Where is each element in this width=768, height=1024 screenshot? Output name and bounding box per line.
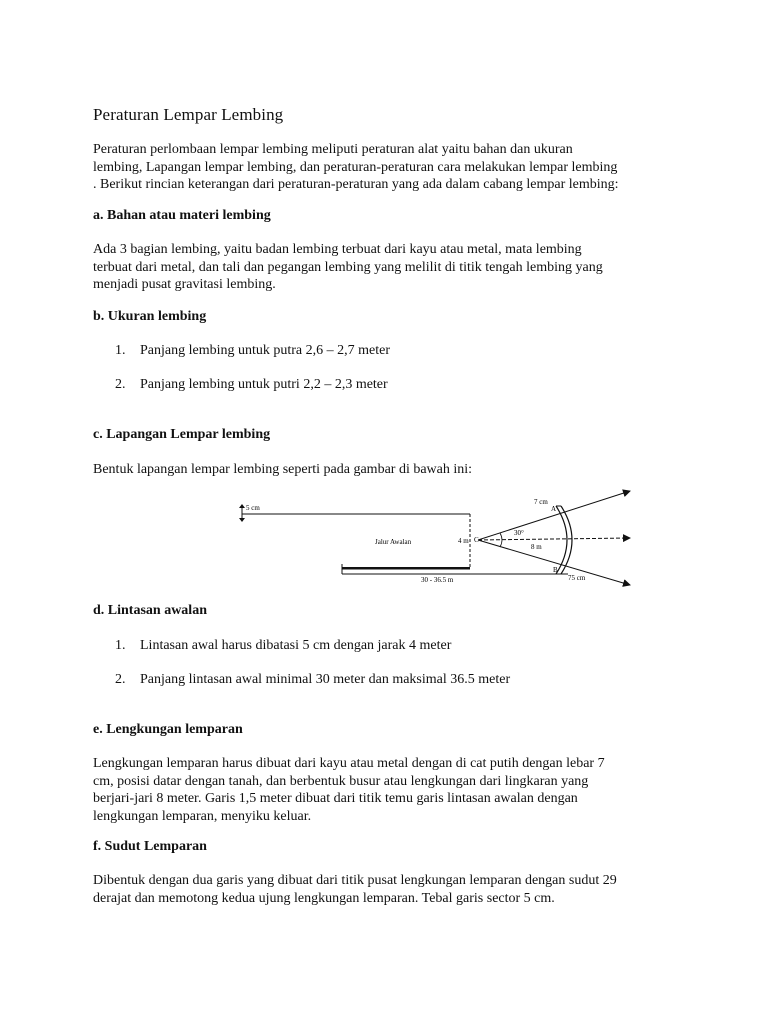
label-c: C	[474, 536, 479, 544]
section-b-heading: b. Ukuran lembing	[93, 309, 207, 324]
label-a: A	[551, 505, 557, 513]
section-c-paragraph: Bentuk lapangan lempar lembing seperti pada gambar di bawah ini:	[93, 462, 473, 477]
section-f-paragraph	[93, 872, 678, 907]
sector-center-line	[478, 538, 630, 540]
list-number: 1.	[115, 638, 126, 653]
intro-line: Peraturan perlombaan lempar lembing meliputi peraturan alat yaitu bahan dan ukuran	[93, 142, 573, 157]
section-a-paragraph	[93, 241, 678, 294]
label-4m: 4 m	[458, 537, 469, 545]
section-f-line: derajat dan memotong kedua ujung lengkungan lemparan. Tebal garis sector 5 cm.	[93, 890, 555, 906]
label-75cm: 75 cm	[568, 574, 586, 582]
section-d-heading: d. Lintasan awalan	[93, 603, 207, 618]
section-f-line: Dibentuk dengan dua garis yang dibuat dari titik pusat lengkungan lemparan dengan sudut 29	[93, 873, 617, 888]
label-8m: 8 m	[531, 543, 542, 551]
label-b: B	[553, 566, 558, 574]
intro-line: lembing, Lapangan lempar lembing, dan peraturan-peraturan cara melakukan lempar lembing	[93, 159, 618, 175]
list-number: 2.	[115, 672, 126, 687]
list-item	[115, 342, 390, 359]
section-c-heading: c. Lapangan Lempar lembing	[93, 427, 271, 442]
section-e-line: cm, posisi datar dengan tanah, dan berbentuk busur atau lengkungan dari lingkaran yang	[93, 773, 589, 789]
section-e-heading: e. Lengkungan lemparan	[93, 722, 243, 737]
list-text: Panjang lembing untuk putri 2,2 – 2,3 meter	[140, 377, 388, 392]
arrowhead-down	[239, 518, 245, 522]
label-angle: 30°	[514, 529, 524, 537]
list-text: Lintasan awal harus dibatasi 5 cm dengan jarak 4 meter	[140, 638, 452, 653]
label-length: 30 - 36.5 m	[421, 576, 454, 584]
runway-bottom-thick	[342, 567, 470, 569]
list-item	[115, 637, 451, 654]
section-e-paragraph	[93, 755, 678, 825]
label-jalur-awalan: Jalur Awalan	[375, 538, 412, 546]
intro-line: . Berikut rincian keterangan dari peraturan-peraturan yang ada dalam cabang lempar lembing:	[93, 177, 619, 192]
sector-line-lower	[478, 540, 630, 585]
list-text: Panjang lembing untuk putra 2,6 – 2,7 meter	[140, 343, 391, 358]
list-item	[115, 376, 388, 393]
section-a-line: menjadi pusat gravitasi lembing.	[93, 277, 276, 292]
section-e-line: lengkungan lemparan, menyiku keluar.	[93, 808, 312, 824]
angle-arc	[500, 533, 502, 547]
section-e-line: berjari-jari 8 meter. Garis 1,5 meter dibuat dari titik temu garis lintasan awalan dengan	[93, 791, 578, 806]
list-item	[115, 671, 510, 688]
section-a-line: Ada 3 bagian lembing, yaitu badan lembing terbuat dari kayu atau metal, mata lembing	[93, 242, 582, 257]
section-a-line: terbuat dari metal, dan tali dan pegangan lembing yang melilit di titik tengah lembing yang	[93, 259, 603, 275]
intro-paragraph	[93, 141, 678, 194]
javelin-field-diagram	[238, 488, 586, 588]
sector-line-upper	[478, 491, 630, 540]
section-f-heading: f. Sudut Lemparan	[93, 839, 207, 854]
list-number: 1.	[115, 343, 126, 358]
arrowhead-up	[239, 504, 245, 508]
document-title: Peraturan Lempar Lembing	[93, 105, 284, 124]
list-number: 2.	[115, 377, 126, 392]
section-e-line: Lengkungan lemparan harus dibuat dari kayu atau metal dengan di cat putih dengan lebar 7	[93, 756, 605, 771]
label-5cm: 5 cm	[246, 504, 260, 512]
section-a-heading: a. Bahan atau materi lembing	[93, 208, 271, 223]
label-7cm: 7 cm	[534, 498, 548, 506]
list-text: Panjang lintasan awal minimal 30 meter dan maksimal 36.5 meter	[140, 672, 511, 687]
